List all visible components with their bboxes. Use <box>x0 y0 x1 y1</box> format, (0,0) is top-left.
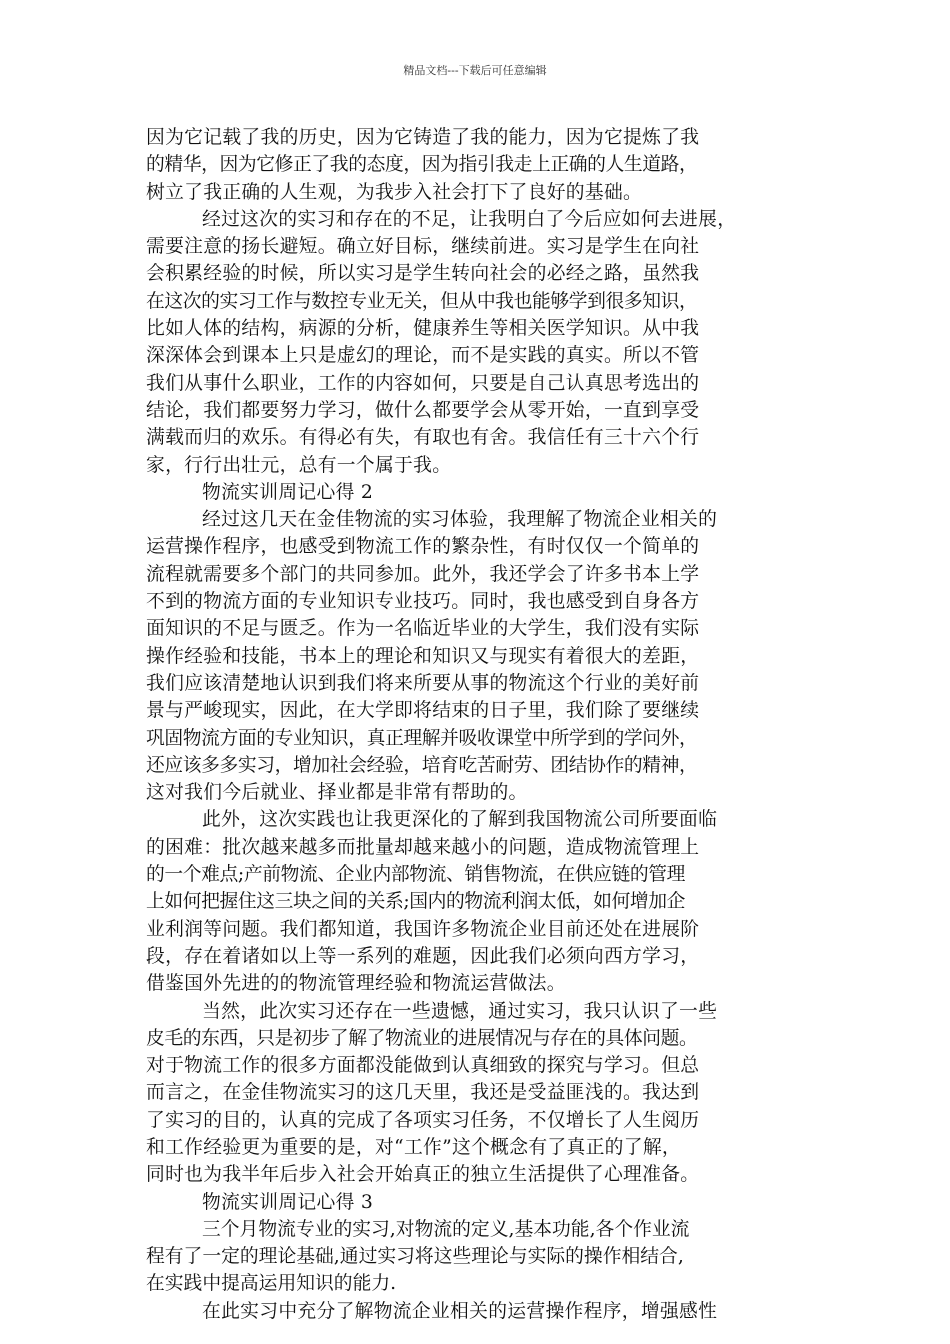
text-line: 的一个难点;产前物流、企业内部物流、销售物流，在供应链的管理 <box>146 864 685 886</box>
text-line: 业利润等问题。我们都知道，我国许多物流企业目前还处在进展阶 <box>146 918 700 940</box>
text-line: 流程就需要多个部门的共同参加。此外，我还学会了许多书本上学 <box>146 563 700 585</box>
text-line: 会积累经验的时候，所以实习是学生转向社会的必经之路，虽然我 <box>146 263 700 285</box>
text-line: 对于物流工作的很多方面都没能做到认真细致的探究与学习。但总 <box>146 1055 700 1077</box>
text-line: 因为它记载了我的历史，因为它铸造了我的能力，因为它提炼了我 <box>146 127 700 148</box>
text-line: 经过这几天在金佳物流的实习体验，我理解了物流企业相关的 <box>202 509 718 531</box>
text-line: 物流实训周记心得 3 <box>202 1191 374 1213</box>
text-line: 的精华，因为它修正了我的态度，因为指引我走上正确的人生道路， <box>146 154 698 176</box>
text-line: 这对我们今后就业、择业都是非常有帮助的。 <box>146 782 528 804</box>
text-line: 我们应该清楚地认识到我们将来所要从事的物流这个行业的美好前 <box>146 672 700 694</box>
text-line: 不到的物流方面的专业知识专业技巧。同时，我也感受到自身各方 <box>146 591 700 613</box>
text-line: 上如何把握住这三块之间的关系;国内的物流利润太低，如何增加企 <box>146 891 685 913</box>
text-line: 在此实习中充分了解物流企业相关的运营操作程序，增强感性 <box>202 1300 718 1322</box>
text-line: 面知识的不足与匮乏。作为一名临近毕业的大学生，我们没有实际 <box>146 618 700 640</box>
text-line: 运营操作程序，也感受到物流工作的繁杂性，有时仅仅一个简单的 <box>146 536 700 558</box>
text-line: 程有了一定的理论基础,通过实习将这些理论与实际的操作相结合, <box>146 1246 684 1268</box>
text-line: 操作经验和技能，书本上的理论和知识又与现实有着很大的差距， <box>146 645 700 667</box>
text-line: 而言之，在金佳物流实习的这几天里，我还是受益匪浅的。我达到 <box>146 1082 700 1104</box>
text-line: 物流实训周记心得 2 <box>202 481 374 503</box>
text-line: 段，存在着诸如以上等一系列的难题，因此我们必须向西方学习， <box>146 945 700 967</box>
text-line: 巩固物流方面的专业知识，真正理解并吸收课堂中所学到的学问外， <box>146 727 698 749</box>
text-line: 满载而归的欢乐。有得必有失，有取也有舍。我信任有三十六个行 <box>146 427 700 449</box>
text-line: 和工作经验更为重要的是，对“工作”这个概念有了真正的了解， <box>146 1136 681 1158</box>
text-line: 还应该多多实习，增加社会经验，培育吃苦耐劳、团结协作的精神， <box>146 754 698 776</box>
text-line: 深深体会到课本上只是虚幻的理论，而不是实践的真实。所以不管 <box>146 345 700 367</box>
text-line: 我们从事什么职业，工作的内容如何，只要是自己认真思考选出的 <box>146 372 700 394</box>
text-line: 树立了我正确的人生观，为我步入社会打下了良好的基础。 <box>146 181 643 203</box>
text-line: 同时也为我半年后步入社会开始真正的独立生活提供了心理准备。 <box>146 1164 700 1186</box>
document-body <box>146 124 806 1325</box>
text-line: 景与严峻现实，因此，在大学即将结束的日子里，我们除了要继续 <box>146 700 700 722</box>
text-line: 了实习的目的，认真的完成了各项实习任务，不仅增长了人生阅历 <box>146 1109 700 1131</box>
text-line: 当然，此次实习还存在一些遗憾，通过实习，我只认识了一些 <box>202 1000 718 1022</box>
text-line: 在实践中提高运用知识的能力. <box>146 1273 397 1295</box>
text-line: 需要注意的扬长避短。确立好目标，继续前进。实习是学生在向社 <box>146 236 700 258</box>
text-line: 在这次的实习工作与数控专业无关，但从中我也能够学到很多知识， <box>146 290 698 312</box>
text-line: 的困难：批次越来越多而批量却越来越小的问题，造成物流管理上 <box>146 836 700 858</box>
text-line: 皮毛的东西，只是初步了解了物流业的进展情况与存在的具体问题。 <box>146 1027 698 1049</box>
text-line: 家，行行出壮元，总有一个属于我。 <box>146 454 452 476</box>
page-header: 精品文档---下载后可任意编辑 <box>403 64 547 77</box>
text-line: 结论，我们都要努力学习，做什么都要学会从零开始，一直到享受 <box>146 399 700 421</box>
text-line: 比如人体的结构，病源的分析，健康养生等相关医学知识。从中我 <box>146 318 700 340</box>
text-line: 借鉴国外先进的的物流管理经验和物流运营做法。 <box>146 973 566 995</box>
text-line: 此外，这次实践也让我更深化的了解到我国物流公司所要面临 <box>202 809 718 831</box>
text-line: 经过这次的实习和存在的不足，让我明白了今后应如何去进展， <box>202 208 737 230</box>
text-line: 三个月物流专业的实习,对物流的定义,基本功能,各个作业流 <box>202 1218 690 1240</box>
